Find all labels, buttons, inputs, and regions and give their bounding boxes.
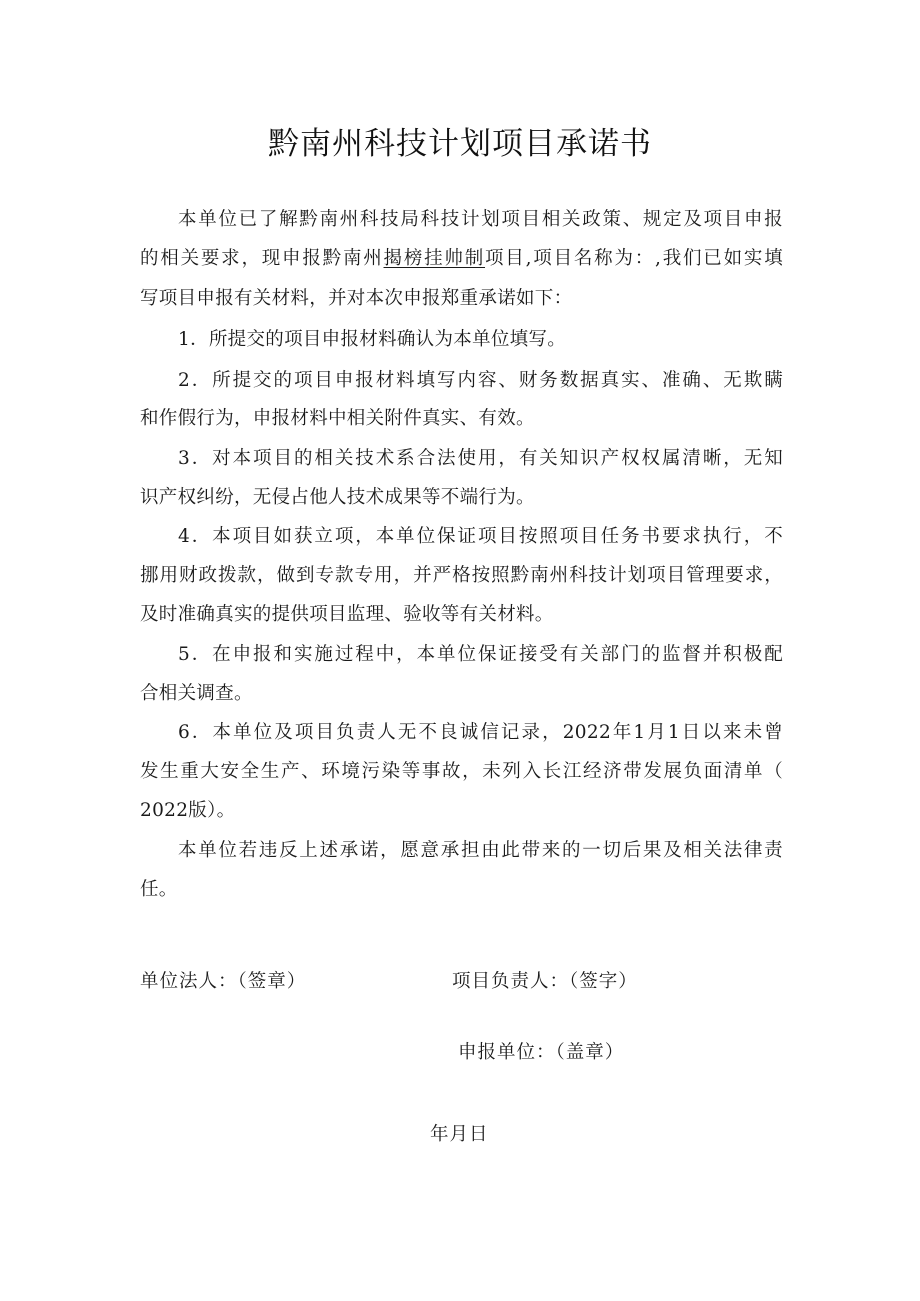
item-6-line-2: 发生重大安全生产、环境污染等事故，未列入长江经济带发展负面清单（ [140, 761, 783, 782]
item-1: 1．所提交的项目申报材料确认为本单位填写。 [178, 329, 567, 350]
item-6-line-3: 2022版）。 [140, 800, 236, 821]
item-4-line-2: 挪用财政拨款，做到专款专用，并严格按照黔南州科技计划项目管理要求， [140, 565, 783, 586]
item-2-line-2: 和作假行为，申报材料中相关附件真实、有效。 [140, 408, 535, 429]
closing-line-2: 任。 [140, 879, 178, 900]
item-3-line-2: 识产权纠纷，无侵占他人技术成果等不端行为。 [140, 487, 535, 508]
date-line: 年月日 [430, 1124, 489, 1145]
intro-line-2a: 的相关要求，现申报黔南州 [140, 248, 384, 269]
intro-line-1: 本单位已了解黔南州科技局科技计划项目相关政策、规定及项目申报 [178, 209, 783, 230]
applicant-unit-seal: 申报单位：（盖章） [458, 1042, 625, 1063]
closing-line-1: 本单位若违反上述承诺，愿意承担由此带来的一切后果及相关法律责 [178, 840, 783, 861]
intro-line-2b: 项目,项目名称为：,我们已如实填 [485, 248, 783, 269]
project-type-underlined: 揭榜挂帅制 [383, 248, 486, 269]
item-5-line-2: 合相关调查。 [140, 683, 253, 704]
project-lead-signature: 项目负责人：（签字） [452, 971, 638, 992]
item-5-line-1: 5．在申报和实施过程中，本单位保证接受有关部门的监督并积极配 [178, 644, 783, 665]
document-title: 黔南州科技计划项目承诺书 [268, 126, 652, 162]
item-2-line-1: 2．所提交的项目申报材料填写内容、财务数据真实、准确、无欺瞒 [178, 370, 783, 391]
item-4-line-3: 及时准确真实的提供项目监理、验收等有关材料。 [140, 604, 554, 625]
intro-line-2 [140, 246, 783, 272]
intro-line-3: 写项目申报有关材料，并对本次申报郑重承诺如下： [140, 288, 573, 309]
item-6-line-1: 6．本单位及项目负责人无不良诚信记录，2022年1月1日以来未曾 [178, 722, 783, 743]
item-3-line-1: 3．对本项目的相关技术系合法使用，有关知识产权权属清晰，无知 [178, 448, 783, 469]
item-4-line-1: 4．本项目如获立项，本单位保证项目按照项目任务书要求执行，不 [178, 526, 783, 547]
legal-rep-signature: 单位法人：（签章） [140, 971, 307, 992]
